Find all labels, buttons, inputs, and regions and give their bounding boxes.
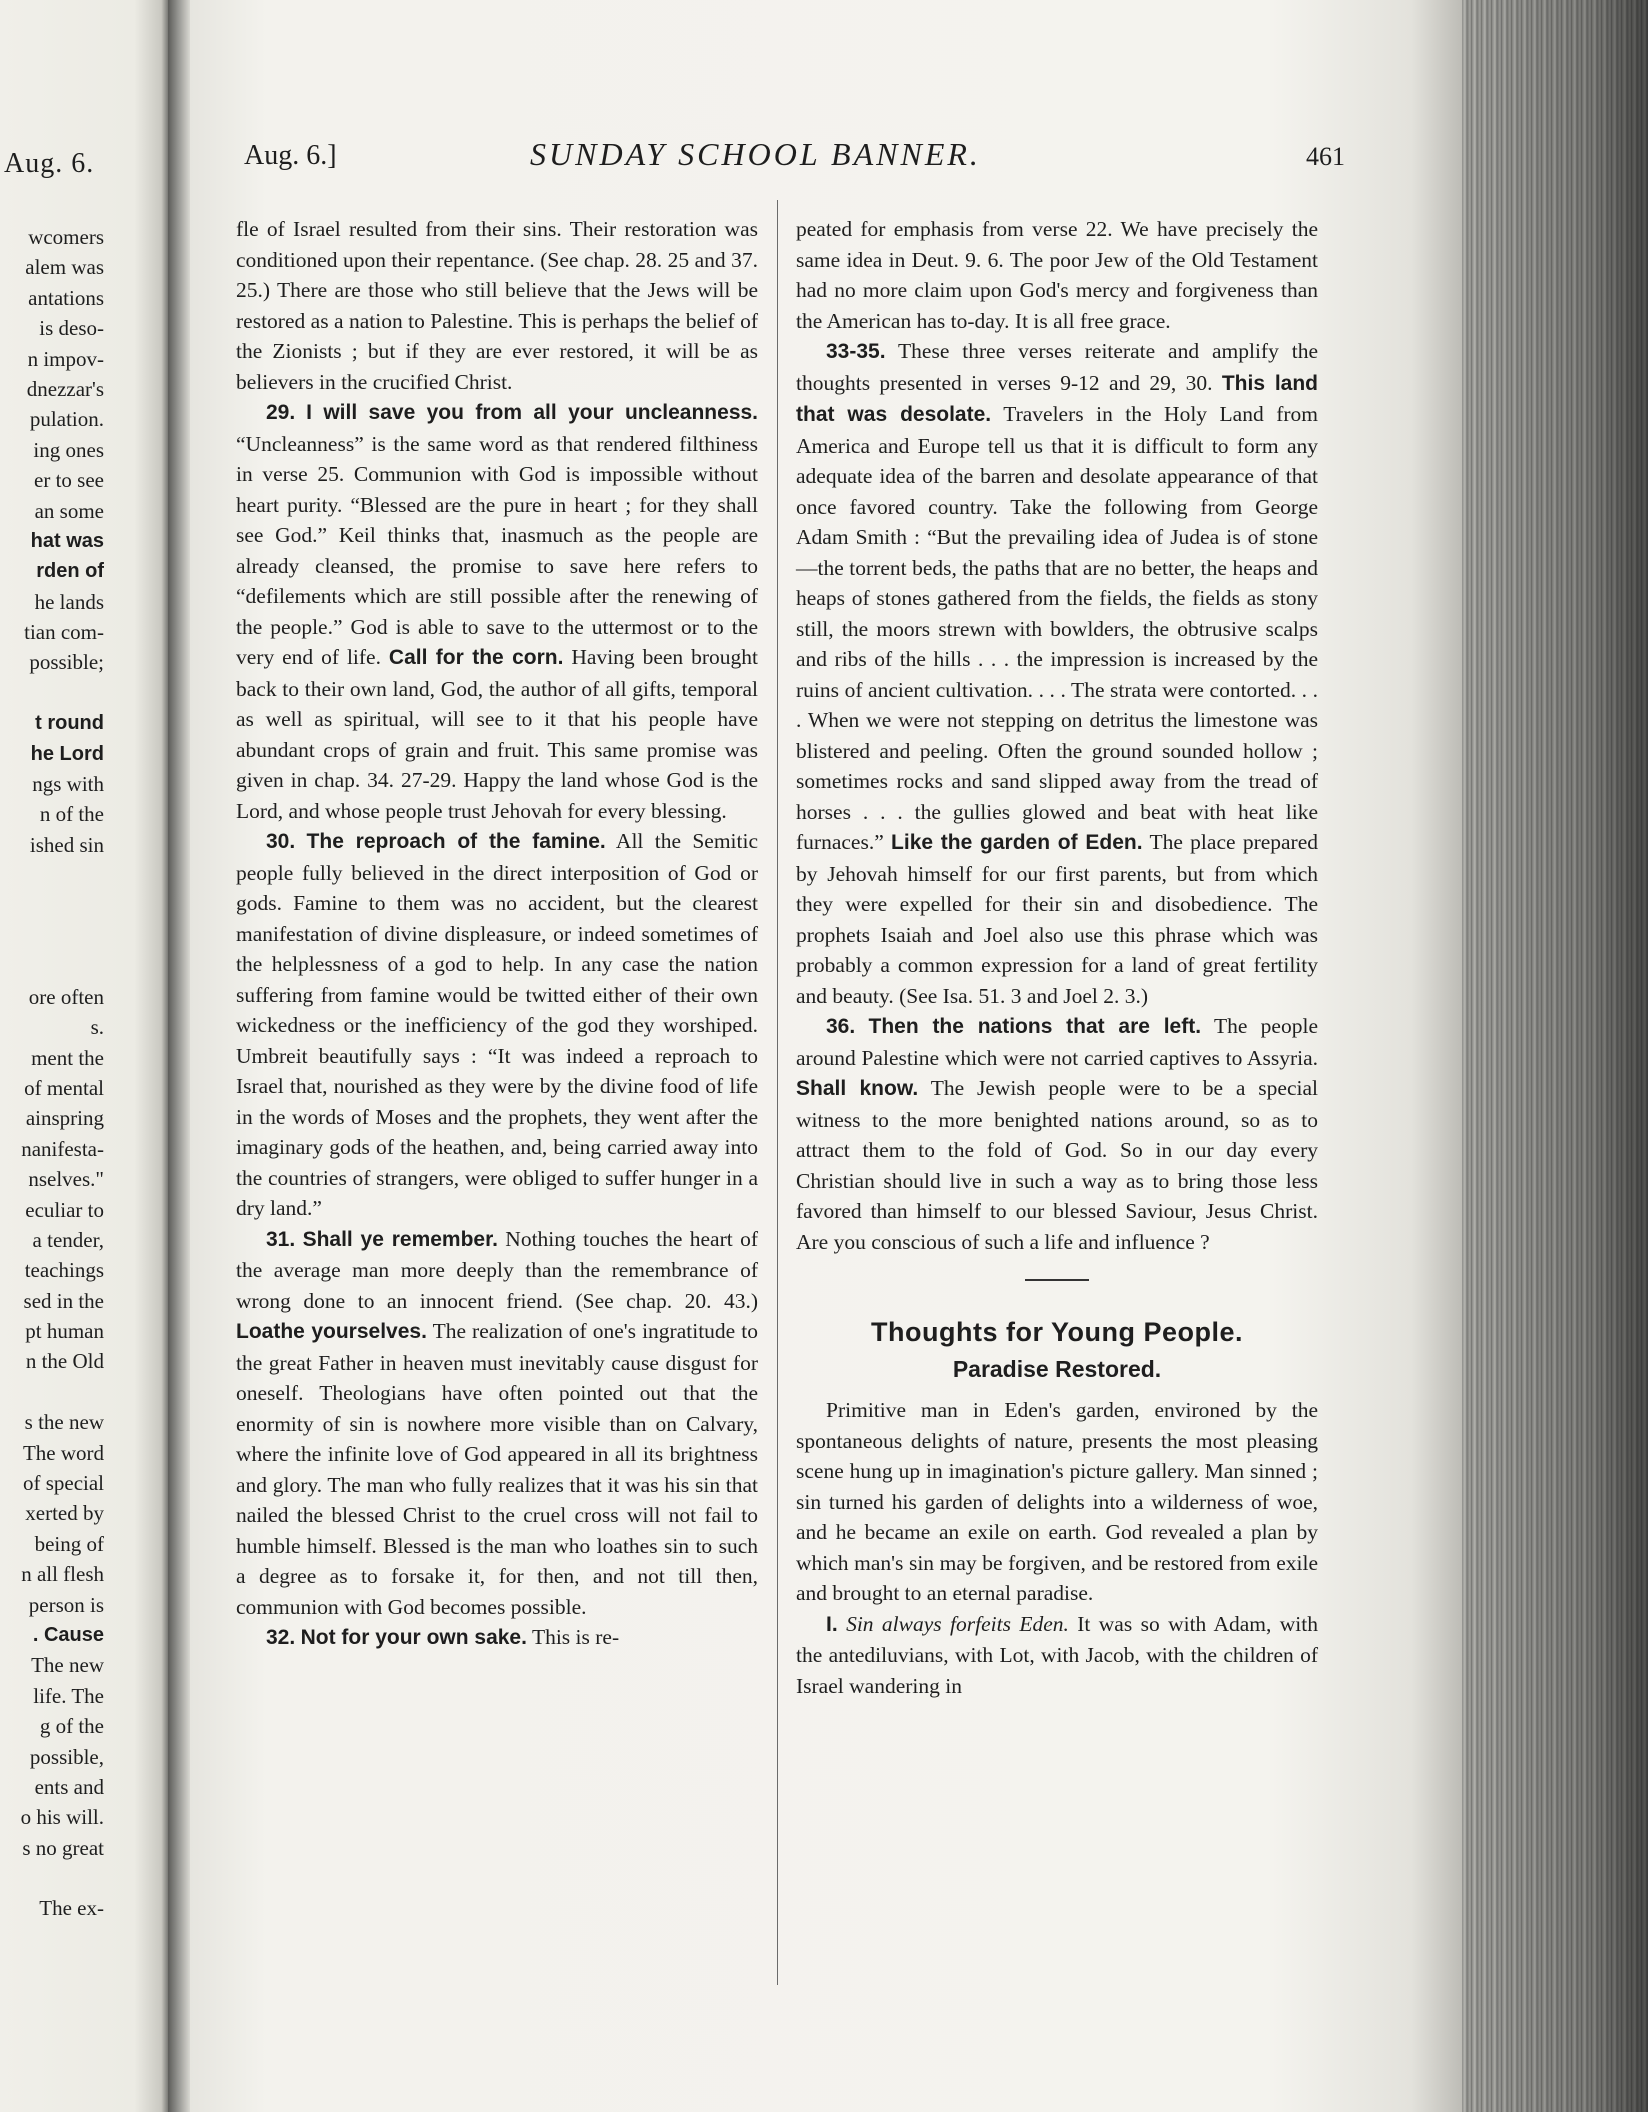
facing-page-line: is deso- [39, 316, 104, 341]
note-30 [236, 826, 758, 1224]
facing-page-fragment [0, 0, 168, 2112]
left-column [236, 214, 758, 1654]
facing-page-line: The word [22, 1440, 104, 1465]
header-title: SUNDAY SCHOOL BANNER. [530, 136, 981, 172]
facing-page-header: Aug. 6. [4, 148, 95, 179]
facing-page-line: antations [28, 285, 104, 310]
column-divider [777, 200, 778, 1985]
right-column [796, 214, 1318, 1701]
facing-page-line [0, 891, 104, 921]
continued-paragraph: peated for emphasis from verse 22. We have precisely the same idea in Deut. 9. 6. The poor Jew of the Old Testament had no more claim upon God's mercy and forgiveness than the American has to-day. It is all free grace. [796, 217, 1318, 333]
facing-page-line: of mental [24, 1075, 104, 1100]
facing-page-line [0, 860, 104, 890]
facing-page-line: of special [22, 1471, 104, 1496]
edge-shadow [1462, 0, 1648, 2112]
verse-keyword: Shall ye remember. [302, 1227, 498, 1251]
verse-keyword: This land that was desolate. [796, 371, 1318, 426]
header-date: Aug. 6.] [244, 140, 337, 171]
facing-page-line: person is [28, 1592, 104, 1617]
verse-keyword: Shall know. [796, 1077, 919, 1100]
note-text: These three verses reiterate and amplify the thoughts presented in verses 9-12 and 29, 30. [796, 339, 1318, 395]
facing-page-line: ished sin [29, 832, 104, 857]
facing-page-line [0, 951, 104, 981]
facing-page-line: . Cause [32, 1623, 104, 1646]
facing-page-line: g of the [39, 1714, 104, 1739]
note-text: The realization of one's ingratitude to the great Father in heaven must inevitably cause disgust for oneself. Theologians have often pointed out that the enormity of sin is nowhere more visible than on Calvary, where the infinite love of God appeared in all its brightness and glory. The man who fully realizes that it was his sin that nailed the blessed Christ to the cruel cross will not fail to humble himself. Blessed is the man who loathes sin to such a degree as to forsake it, for then, and not till then, communion with God becomes possible. [236, 1319, 758, 1619]
facing-page-line: teachings [24, 1258, 104, 1283]
verse-keyword: Call for the corn. [388, 646, 564, 669]
facing-page-line: hat was [30, 529, 104, 552]
note-31 [236, 1224, 758, 1623]
facing-page-line: ainspring [25, 1106, 104, 1131]
verse-number: 31. [266, 1227, 296, 1251]
facing-page-line: life. The [33, 1683, 104, 1708]
facing-page-line: possible; [29, 650, 104, 675]
verse-keyword: Loathe yourselves. [236, 1320, 427, 1343]
facing-page-line: he Lord [30, 742, 104, 765]
point-heading: Sin always forfeits Eden. [846, 1611, 1069, 1636]
section-intro: Primitive man in Eden's garden, environed by the spontaneous delights of nature, presents the most pleasing scene hung up in imagination's picture gallery. Man sinned ; sin turned his garden of delights into a wilderness of woe, and he became an exile on earth. God revealed a plan by which man's sin may be forgiven, and be restored from exile and brought to an eternal paradise. [796, 1398, 1318, 1605]
point-number: I. [826, 1612, 838, 1636]
verse-number: 29. [266, 401, 296, 424]
facing-page-line: sed in the [23, 1288, 104, 1313]
facing-page-line: rden of [36, 560, 104, 583]
facing-page-line: tian com- [24, 620, 104, 645]
page-number: 461 [1306, 142, 1345, 171]
facing-page-line: The ex- [39, 1896, 104, 1921]
point-text: It was so with Adam, with the antediluvians, with Lot, with Jacob, with the children of Israel wandering in [796, 1611, 1319, 1698]
facing-page-line: an some [34, 498, 104, 523]
running-header [190, 134, 1462, 174]
facing-page-text [0, 222, 104, 1924]
section-title: Thoughts for Young People. [871, 1317, 1243, 1347]
note-text: The place prepared by Jehovah himself for our first parents, but from which they were expelled for their sin and disobedience. The prophets Isaiah and Joel also use this phrase which was probably a common expression for a land of great fertility and beauty. (See Isa. 51. 3 and Joel 2. 3.) [796, 830, 1319, 1008]
note-text: Nothing touches the heart of the average man more deeply than the remembrance of wrong done to an innocent friend. (See chap. 20. 43.) [236, 1226, 758, 1313]
facing-page-line: alem was [25, 255, 104, 280]
verse-number: 30. [266, 830, 296, 853]
facing-page-line: pt human [25, 1319, 104, 1344]
verse-number: 32. [266, 1626, 296, 1649]
facing-page-line: ngs with [32, 772, 104, 797]
facing-page-line [0, 1863, 104, 1893]
book-gutter [168, 0, 190, 2112]
facing-page-line: nanifesta- [21, 1136, 104, 1161]
facing-page-line: eculiar to [25, 1197, 104, 1222]
section-separator [1025, 1279, 1089, 1281]
note-32 [236, 1622, 758, 1654]
note-text: “Uncleanness” is the same word as that rendered filthiness in verse 25. Communion with God is impossible without heart purity. “Blessed are the pure in heart ; for they shall see God.” Keil thinks that, inasmuch as the people are already cleansed, the promise to save here refers to “defilements which are still possible after the renewing of the people.” God is able to save to the uttermost or to the very end of life. [236, 431, 758, 669]
facing-page-line: t round [35, 712, 104, 735]
facing-page-line [0, 921, 104, 951]
continued-paragraph: fle of Israel resulted from their sins. Their restoration was conditioned upon their repentance. (See chap. 28. 25 and 37. 25.) There are those who still believe that the Jews will be restored as a nation to Palestine. This is perhaps the belief of the Zionists ; but if they are ever restored, it will be as believers in the crucified Christ. [236, 217, 758, 394]
facing-page-line: s the new [24, 1410, 104, 1435]
facing-page-line: xerted by [25, 1501, 104, 1526]
facing-page-line [0, 678, 104, 708]
verse-keyword: Not for your own sake. [300, 1626, 527, 1649]
verse-number: 33-35. [826, 340, 886, 363]
page-edges [1462, 0, 1648, 2112]
facing-page-line: he lands [34, 589, 104, 614]
note-29 [236, 397, 758, 826]
facing-page-line: nselves." [28, 1167, 104, 1192]
section-subtitle: Paradise Restored. [952, 1356, 1162, 1382]
facing-page-line: pulation. [29, 407, 104, 432]
facing-page-line: ents and [34, 1774, 104, 1799]
facing-page-line: The new [31, 1653, 104, 1678]
verse-number: 36. [826, 1015, 856, 1038]
note-text: The people around Palestine which were not carried captives to Assyria. [796, 1014, 1318, 1070]
facing-page-line: ore often [28, 984, 104, 1009]
facing-page-line: n all flesh [21, 1562, 104, 1587]
facing-page-line: s no great [22, 1835, 104, 1860]
facing-page-line: o his will. [20, 1805, 104, 1830]
facing-page-line: wcomers [28, 225, 104, 249]
facing-page-line: being of [34, 1531, 104, 1556]
verse-keyword: Like the garden of Eden. [891, 831, 1143, 854]
note-text: The Jewish people were to be a special witness to the more benighted nations around, so as to attract them to the fold of God. So in our day every Christian should live in such a way as to bring those less favored than himself to our blessed Saviour, Jesus Christ. Are you conscious of such a life and influence ? [796, 1076, 1318, 1254]
book-page [190, 0, 1462, 2112]
note-33-35 [796, 336, 1318, 1011]
facing-page-line: n the Old [25, 1349, 104, 1374]
facing-page-line: dnezzar's [26, 376, 104, 401]
facing-page-line: a tender, [32, 1227, 104, 1252]
facing-page-line: s. [90, 1015, 104, 1040]
note-36 [796, 1011, 1318, 1257]
facing-page-line: possible, [29, 1744, 104, 1769]
point-one [796, 1609, 1318, 1702]
facing-page-line: er to see [34, 468, 104, 493]
note-text: All the Semitic people fully believed in the direct interposition of God or gods. Famine to them was no accident, but the clearest manifestation of divine displeasure, or indeed sometimes of the helplessness of a god to help. In any case the nation suffering from famine would be twitted either of their own wickedness or the inefficiency of the god they worshiped. Umbreit beautifully says : “It was indeed a reproach to Israel that, nourished as they were by the divine food of life in the words of Moses and the prophets, they went after the imaginary gods of the heathen, and, being carried away into the countries of strangers, were obliged to suffer hunger in a dry land.” [236, 829, 759, 1220]
verse-keyword: I will save you from all your uncleanness. [306, 401, 759, 424]
facing-page-line [0, 1377, 104, 1407]
note-text: This is re- [526, 1625, 620, 1649]
verse-keyword: The reproach of the famine. [306, 830, 606, 853]
facing-page-line: ment the [31, 1045, 104, 1070]
note-text: Travelers in the Holy Land from America and Europe tell us that it is difficult to form any adequate idea of the barren and desolate appearance of that once favored country. Take the following from George Adam Smith : “But the prevailing idea of Judea is of stone—the torrent beds, the paths that are no better, the heaps and heaps of stones gathered from the fields, the fields as stony still, the moors strewn with bowlders, the obtrusive scalps and ribs of the hills . . . the impression is increased by the ruins of ancient cultivation. . . . The strata were contorted. . . . When we were not stepping on detritus the limestone was blistered and peeling. Often the ground sounded hollow ; sometimes rocks and sand slipped away from the tread of horses . . . the gullies glowed and beat with heat like furnaces.” [796, 402, 1318, 854]
facing-page-line: ing ones [33, 437, 104, 462]
verse-keyword: Then the nations that are left. [868, 1015, 1202, 1038]
facing-page-line: n of the [39, 802, 104, 827]
note-text: Having been brought back to their own land, God, the author of all gifts, temporal as well as spiritual, will see to it that his people have abundant crops of grain and fruit. This same promise was given in chap. 34. 27-29. Happy the land whose God is the Lord, and whose people trust Jehovah for every blessing. [236, 645, 758, 823]
facing-page-line: n impov- [27, 346, 104, 371]
